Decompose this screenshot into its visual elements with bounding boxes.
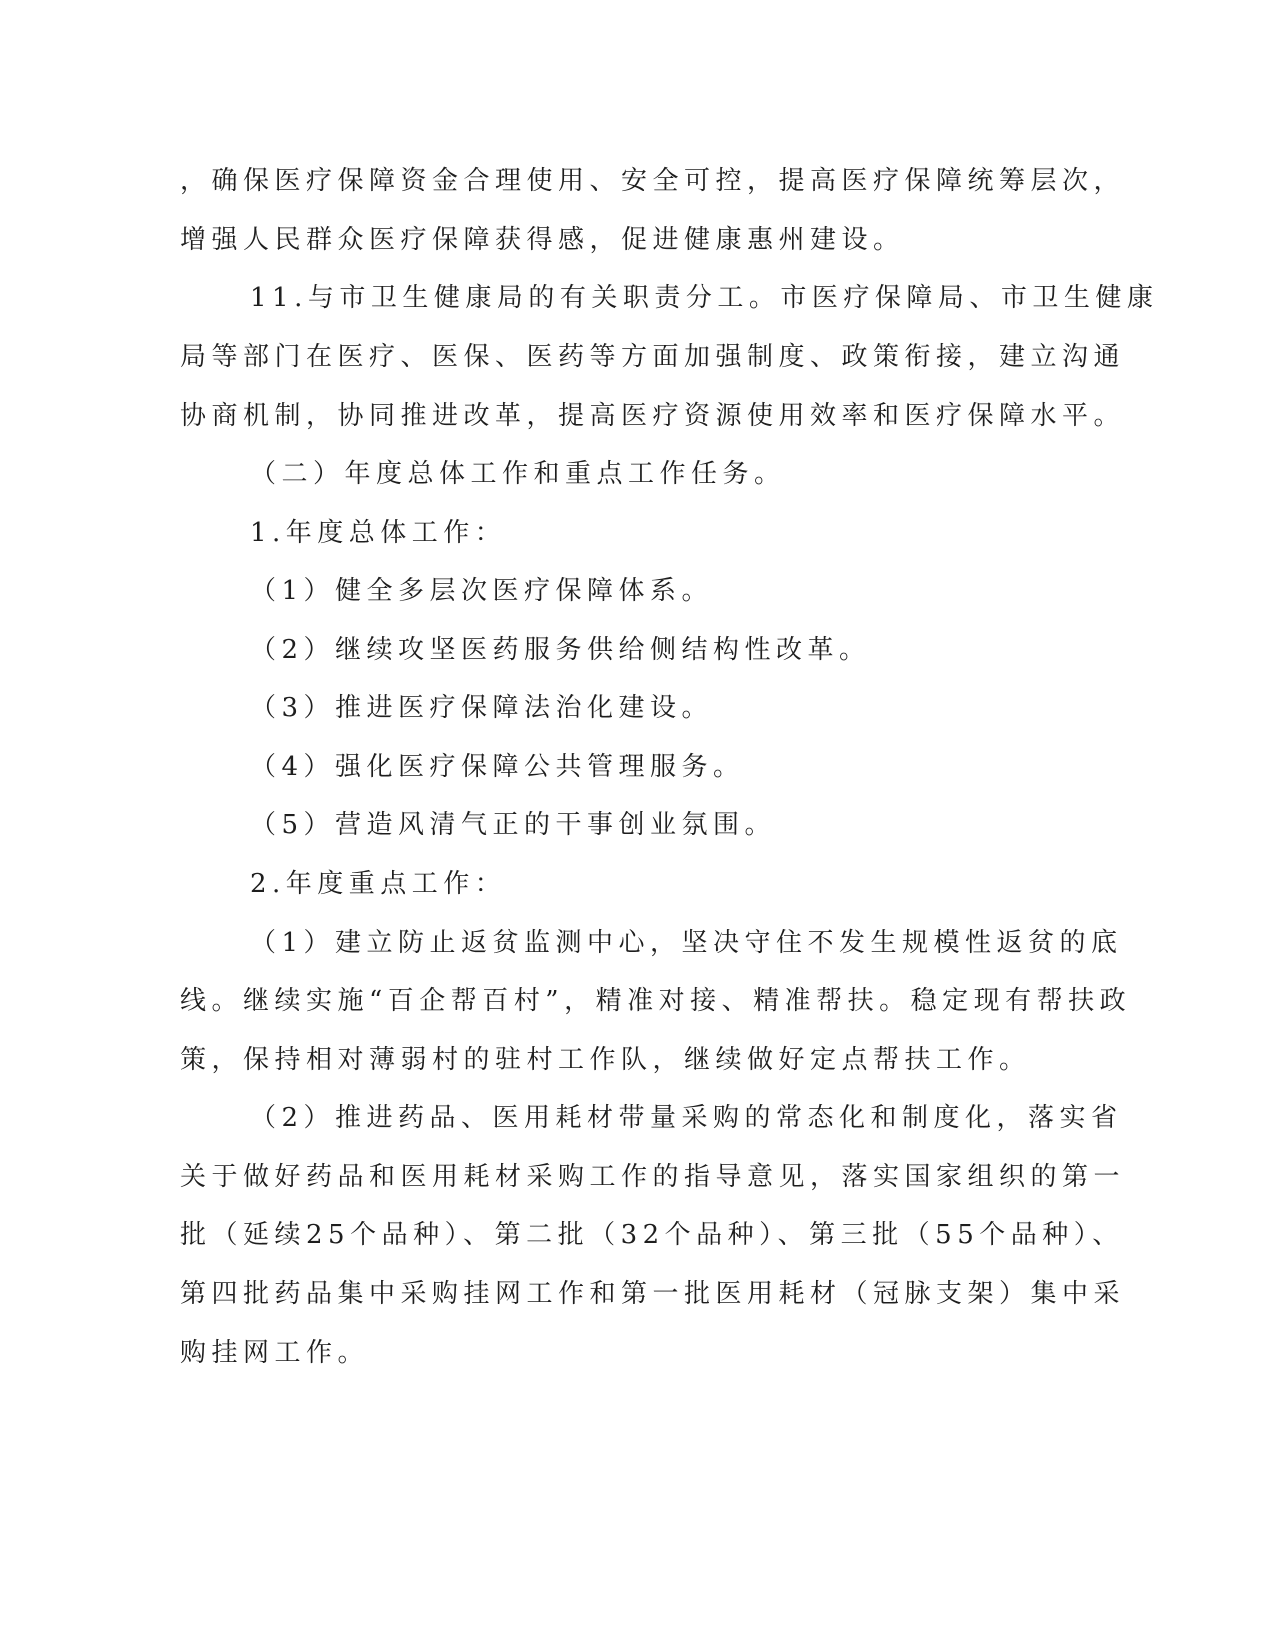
text-line: （2）推进药品、医用耗材带量采购的常态化和制度化，落实省	[250, 1103, 1123, 1133]
section-heading: （二）年度总体工作和重点工作任务。	[250, 459, 786, 489]
text-line: 线。继续实施“百企帮百村”，精准对接、精准帮扶。稳定现有帮扶政	[180, 986, 1132, 1016]
subsection-heading: 1.年度总体工作：	[250, 518, 507, 548]
list-item: （2）继续攻坚医药服务供给侧结构性改革。	[250, 635, 871, 665]
text-line: 策，保持相对薄弱村的驻村工作队，继续做好定点帮扶工作。	[180, 1045, 1031, 1075]
text-line: （1）建立防止返贫监测中心，坚决守住不发生规模性返贫的底	[250, 928, 1123, 958]
list-item: （3）推进医疗保障法治化建设。	[250, 693, 714, 723]
text-line: 11.与市卫生健康局的有关职责分工。市医疗保障局、市卫生健康	[250, 283, 1159, 313]
subsection-heading: 2.年度重点工作：	[250, 869, 507, 899]
list-item: （4）强化医疗保障公共管理服务。	[250, 752, 745, 782]
text-line: 购挂网工作。	[180, 1338, 370, 1368]
text-line: 第四批药品集中采购挂网工作和第一批医用耗材（冠脉支架）集中采	[180, 1279, 1126, 1309]
text-line: 局等部门在医疗、医保、医药等方面加强制度、政策衔接，建立沟通	[180, 342, 1126, 372]
text-line: 关于做好药品和医用耗材采购工作的指导意见，落实国家组织的第一	[180, 1162, 1126, 1192]
text-line: 增强人民群众医疗保障获得感，促进健康惠州建设。	[180, 225, 905, 255]
text-line: ，确保医疗保障资金合理使用、安全可控，提高医疗保障统筹层次，	[180, 166, 1126, 196]
list-item: （5）营造风清气正的干事创业氛围。	[250, 810, 777, 840]
text-line: 协商机制，协同推进改革，提高医疗资源使用效率和医疗保障水平。	[180, 401, 1126, 431]
text-line: 批（延续25个品种）、第二批（32个品种）、第三批（55个品种）、	[180, 1220, 1124, 1250]
list-item: （1）健全多层次医疗保障体系。	[250, 576, 714, 606]
